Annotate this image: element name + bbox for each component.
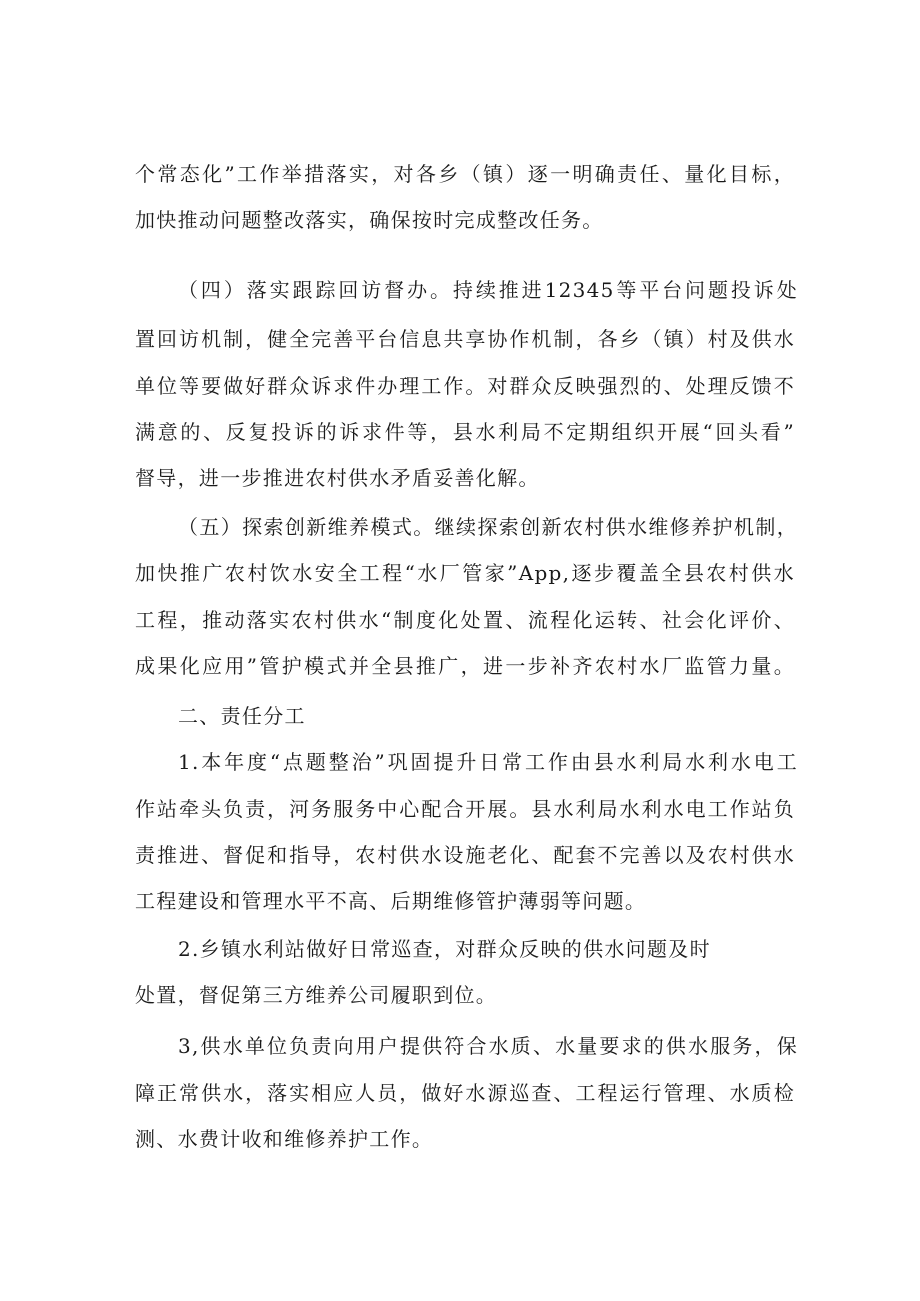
text-line: 督导，进一步推进农村供水矛盾妥善化解。 [135,466,540,490]
text-line: 个常态化”工作举措落实，对各乡（镇）逐一明确责任、量化目标， [135,162,795,186]
text-line: 作站牵头负责，河务服务中心配合开展。县水利局水利水电工作站负 [135,797,795,821]
text-line: 成果化应用”管护模式并全县推广，进一步补齐农村水厂监管力量。 [135,654,795,678]
text-line: 障正常供水，落实相应人员，做好水源巡查、工程运行管理、水质检 [135,1081,795,1105]
section-heading: 二、责任分工 [178,704,306,728]
text-line: 测、水费计收和维修养护工作。 [135,1127,434,1151]
text-line: （四）落实跟踪回访督办。持续推进12345等平台问题投诉处 [178,278,798,302]
text-line: 责推进、督促和指导，农村供水设施老化、配套不完善以及农村供水 [135,843,795,867]
text-line: 加快推广农村饮水安全工程“水厂管家”App,逐步覆盖全县农村供水 [135,561,795,585]
text-line: 1.本年度“点题整治”巩固提升日常工作由县水利局水利水电工 [178,750,798,774]
text-line: （五）探索创新维养模式。继续探索创新农村供水维修养护机制， [178,515,798,539]
text-line: 工程，推动落实农村供水“制度化处置、流程化运转、社会化评价、 [135,608,795,632]
text-line: 工程建设和管理水平不高、后期维修管护薄弱等问题。 [135,889,647,913]
text-line: 2.乡镇水利站做好日常巡查，对群众反映的供水问题及时 [178,937,711,961]
text-line: 处置，督促第三方维养公司履职到位。 [135,983,498,1007]
text-line: 3,供水单位负责向用户提供符合水质、水量要求的供水服务，保 [178,1034,798,1058]
text-line: 满意的、反复投诉的诉求件等，县水利局不定期组织开展“回头看” [135,420,795,444]
text-line: 置回访机制，健全完善平台信息共享协作机制，各乡（镇）村及供水 [135,327,795,351]
text-line: 加快推动问题整改落实，确保按时完成整改任务。 [135,208,604,232]
text-line: 单位等要做好群众诉求件办理工作。对群众反映强烈的、处理反馈不 [135,374,795,398]
